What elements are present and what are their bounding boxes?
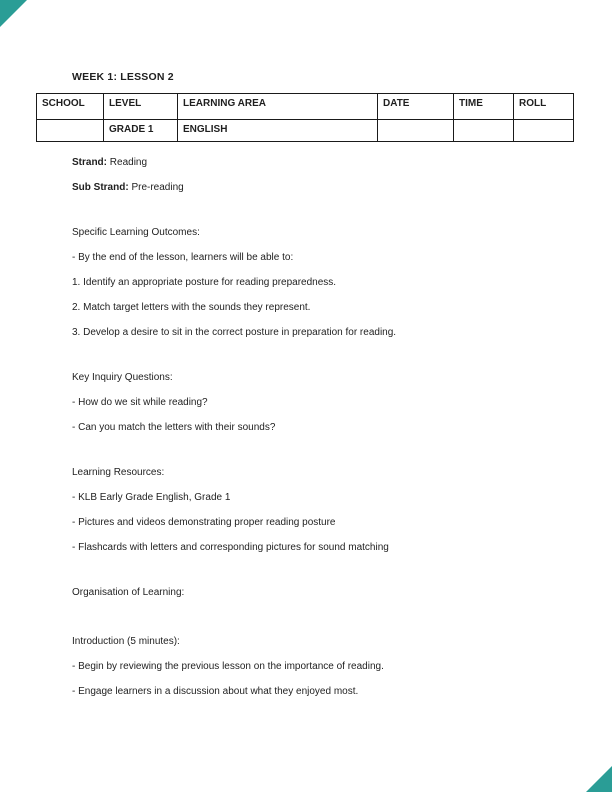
resources-heading: Learning Resources: [72,467,165,478]
introduction-item: - Begin by reviewing the previous lesson on the importance of reading. [72,661,384,672]
resource-item: - Flashcards with letters and corresponding pictures for sound matching [72,542,389,553]
sub-strand-label: Sub Strand: [72,182,129,193]
strand-value: Reading [109,157,148,168]
header-cell-time: TIME [454,94,514,120]
resource-item: - Pictures and videos demonstrating proper reading posture [72,517,336,528]
resource-item: - KLB Early Grade English, Grade 1 [72,492,231,503]
lesson-details-table [36,93,574,142]
sub-strand-line [72,182,612,194]
header-cell-date: DATE [378,94,454,120]
inquiry-item: - Can you match the letters with their sounds? [72,422,276,433]
header-cell-school: SCHOOL [37,94,104,120]
introduction-item: - Engage learners in a discussion about what they enjoyed most. [72,686,359,697]
strand-label: Strand: [72,157,107,168]
cell-time-value [454,120,514,142]
lesson-body [72,157,612,698]
cell-date-value [378,120,454,142]
outcome-item: 3. Develop a desire to sit in the correct posture in preparation for reading. [72,327,397,338]
outcome-item: 1. Identify an appropriate posture for reading preparedness. [72,277,337,288]
cell-roll-value [514,120,574,142]
cell-school-value [37,120,104,142]
strand-line [72,157,612,169]
outcomes-heading: Specific Learning Outcomes: [72,227,200,238]
outcomes-intro: - By the end of the lesson, learners will be able to: [72,252,294,263]
page-title: WEEK 1: LESSON 2 [72,71,174,83]
teal-corner-triangle-bottom-right-icon [586,766,612,792]
inquiry-item: - How do we sit while reading? [72,397,208,408]
header-cell-level: LEVEL [104,94,178,120]
cell-learning-area-value: ENGLISH [178,120,378,142]
cell-level-value: GRADE 1 [104,120,178,142]
header-cell-roll: ROLL [514,94,574,120]
header-cell-learning-area: LEARNING AREA [178,94,378,120]
table-header-row [37,94,574,120]
key-inquiry-heading: Key Inquiry Questions: [72,372,173,383]
table-data-row [37,120,574,142]
sub-strand-value: Pre-reading [131,182,184,193]
organisation-heading: Organisation of Learning: [72,587,185,598]
introduction-heading: Introduction (5 minutes): [72,636,180,647]
outcome-item: 2. Match target letters with the sounds they represent. [72,302,311,313]
teal-corner-triangle-top-left-icon [0,0,27,27]
